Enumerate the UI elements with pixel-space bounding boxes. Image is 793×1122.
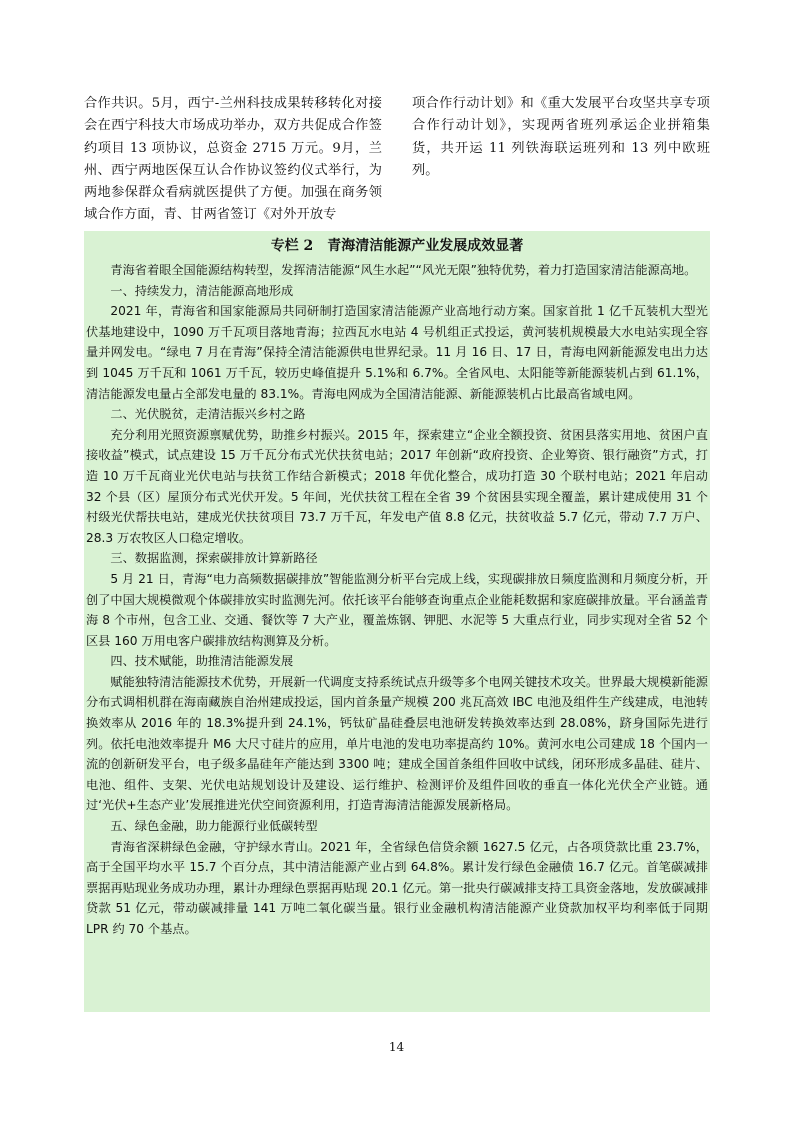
box-body	[84, 260, 710, 940]
box-paragraph: 充分利用光照资源禀赋优势，助推乡村振兴。2015 年，探索建立“企业全额投资、贫困县落实用地、贫困户直接收益”模式，试点建设 15 万千瓦分布式光伏扶贫电站；2017 年创新“政府投资、企业筹资、银行融资”方式，打造 10 万千瓦商业光伏电站与扶贫工作结合新模式；2018 年优化整合，成功打造 30 个联村电站；2021 年启动 32 个县（区）屋顶分布式光伏开发。5 年间，光伏扶贫工程在全省 39 个贫困县实现全覆盖，累计建成使用 31 个村级光伏帮扶电站，建成光伏扶贫项目 73.7 万千瓦，年发电产值 8.8 亿元，扶贫收益 5.7 亿元，带动 7.7 万户、28.3 万农牧区人口稳定增收。	[86, 427, 708, 545]
page-number: 14	[388, 1040, 405, 1054]
box-heading: 五、绿色金融，助力能源行业低碳转型	[110, 819, 318, 834]
box-paragraph: 2021 年，青海省和国家能源局共同研制打造国家清洁能源产业高地行动方案。国家首批 1 亿千瓦装机大型光伏基地建设中，1090 万千瓦项目落地青海；拉西瓦水电站 4 号机组正式投运，黄河装机规模最大水电站实现全容量并网发电。“绿电 7 月在青海”保持全清洁能源供电世界纪录。11 月 16 日、17 日，青海电网新能源发电出力达到 1045 万千瓦和 1061 万千瓦，较历史峰值提升 5.1%和 6.7%。全省风电、太阳能等新能源装机占到 61.1%，清洁能源发电量占全部发电量的 83.1%。青海电网成为全国清洁能源、新能源装机占比最高省域电网。	[86, 304, 708, 401]
two-column-text	[84, 93, 710, 231]
box-heading: 四、技术赋能，助推清洁能源发展	[110, 654, 294, 669]
box-paragraph: 青海省深耕绿色金融，守护绿水青山。2021 年，全省绿色信贷余额 1627.5 亿元，占各项贷款比重 23.7%，高于全国平均水平 15.7 个百分点，其中清洁能源产业占到 64.8%。累计发行绿色金融债 16.7 亿元。首笔碳减排票据再贴现业务成功办理，累计办理绿色票据再贴现 20.1 亿元。第一批央行碳减排支持工具资金落地，发放碳减排贷款 51 亿元，带动碳减排量 141 万吨二氧化碳当量。银行业金融机构清洁能源产业贷款加权平均利率低于同期 LPR 约 70 个基点。	[86, 839, 708, 936]
box-heading: 三、数据监测，探索碳排放计算新路径	[110, 551, 318, 566]
left-column	[84, 93, 382, 227]
box-heading: 二、光伏脱贫，走清洁振兴乡村之路	[110, 407, 306, 422]
right-column	[412, 93, 710, 182]
left-column-text: 合作共识。5月，西宁-兰州科技成果转移转化对接会在西宁科技大市场成功举办，双方共促成合作签约项目 13 项协议，总资金 2715 万元。9月，兰州、西宁两地医保互认合作协议签约仪式举行，为两地参保群众看病就医提供了方便。加强在商务领域合作方面，青、甘两省签订《对外开放专	[84, 96, 382, 223]
box-paragraph: 青海省着眼全国能源结构转型，发挥清洁能源“风生水起”“风光无限”独特优势，着力打造国家清洁能源高地。	[110, 263, 697, 277]
box-title: 专栏 2 青海清洁能源产业发展成效显著	[270, 238, 524, 254]
box-heading: 一、持续发力，清洁能源高地形成	[110, 283, 294, 298]
right-column-text: 项合作行动计划》和《重大发展平台攻坚共享专项合作行动计划》，实现两省班列承运企业拼箱集货，共开运 11 列铁海联运班列和 13 列中欧班列。	[412, 96, 710, 178]
box-paragraph: 5 月 21 日，青海“电力高频数据碳排放”智能监测分析平台完成上线，实现碳排放日频度监测和月频度分析，开创了中国大规模微观个体碳排放实时监测先河。依托该平台能够查询重点企业能耗数据和家庭碳排放量。平台涵盖青海 8 个市州，包含工业、交通、餐饮等 7 大产业，覆盖炼钢、钾肥、水泥等 5 大重点行业，同步实现对全省 52 个区县 160 万用电客户碳排放结构测算及分析。	[86, 571, 708, 648]
sidebar-box	[84, 231, 710, 1012]
box-paragraph: 赋能独特清洁能源技术优势，开展新一代调度支持系统试点升级等多个电网关键技术攻关。世界最大规模新能源分布式调相机群在海南藏族自治州建成投运，国内首条量产规模 200 兆瓦高效 IBC 电池及组件生产线建成，电池转换效率从 2016 年的 18.3%提升到 24.1%，钙钛矿晶硅叠层电池研发转换效率达到 28.08%，跻身国际先进行列。依托电池效率提升 M6 大尺寸硅片的应用，单片电池的发电功率提高约 10%。黄河水电公司建成 18 个国内一流的创新研发平台，电子级多晶硅年产能达到 3300 吨；建成全国首条组件回收中试线，闭环形成多晶硅、硅片、电池、组件、支架、光伏电站规划设计及建设、运行维护、检测评价及组件回收的垂直一体化光伏全产业链。通过‘光伏+生态产业’发展推进光伏空间资源利用，打造青海清洁能源发展新格局。	[86, 674, 708, 813]
